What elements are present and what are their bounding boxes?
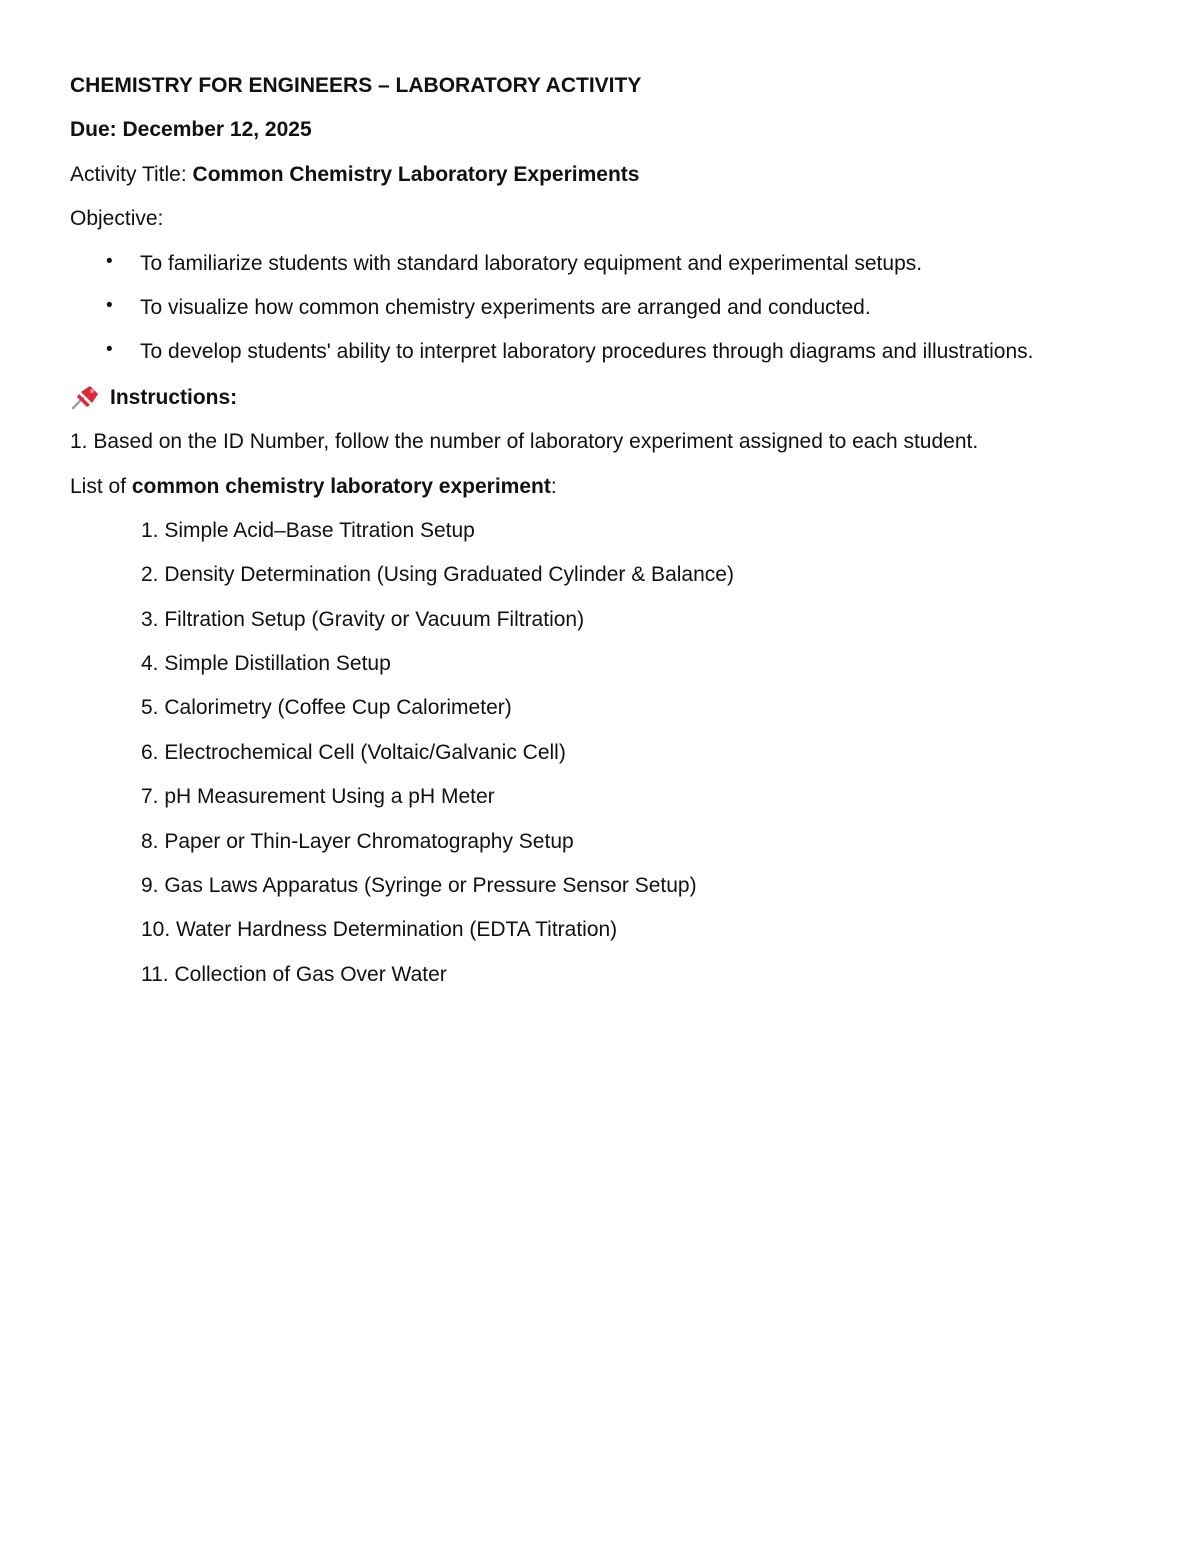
experiment-item: 3. Filtration Setup (Gravity or Vacuum Filtration) [141,607,585,631]
due-date: Due: December 12, 2025 [70,118,312,142]
objective-text: To develop students' ability to interpret laboratory procedures through diagrams and illustrations. [140,340,1034,364]
activity-title-line [70,160,1130,189]
experiment-list [70,516,1130,989]
list-intro-suffix: : [550,474,557,498]
activity-title-label: Activity Title: [70,162,193,186]
experiment-item: 9. Gas Laws Apparatus (Syringe or Pressure Sensor Setup) [141,874,697,898]
experiment-item: 6. Electrochemical Cell (Voltaic/Galvanic Cell) [141,740,566,764]
objective-text: To visualize how common chemistry experiments are arranged and conducted. [140,295,871,319]
bullet-icon: • [106,294,113,316]
activity-title: Common Chemistry Laboratory Experiments [192,162,640,186]
objective-label: Objective: [70,207,164,231]
experiment-item: 4. Simple Distillation Setup [141,652,391,676]
instructions-heading [70,383,1130,412]
pushpin-icon [70,384,102,410]
objective-list [70,249,1130,367]
list-intro-prefix: List of [70,474,132,498]
document-title: CHEMISTRY FOR ENGINEERS – LABORATORY ACTIVITY [70,74,642,97]
objective-item [70,337,1090,366]
experiment-item: 5. Calorimetry (Coffee Cup Calorimeter) [141,696,512,720]
bullet-icon: • [106,250,113,272]
instructions-label: Instructions: [110,385,238,409]
instruction-step: 1. Based on the ID Number, follow the number of laboratory experiment assigned to each student. [70,430,979,454]
objective-text: To familiarize students with standard laboratory equipment and experimental setups. [140,251,923,275]
experiment-list-intro [70,472,1130,501]
experiment-item: 2. Density Determination (Using Graduated Cylinder & Balance) [141,563,734,587]
experiment-item: 8. Paper or Thin-Layer Chromatography Setup [141,829,574,853]
experiment-item: 1. Simple Acid–Base Titration Setup [141,518,475,542]
experiment-item: 7. pH Measurement Using a pH Meter [141,785,495,809]
list-intro-bold: common chemistry laboratory experiment [131,474,551,498]
bullet-icon: • [106,339,113,361]
experiment-item: 10. Water Hardness Determination (EDTA Titration) [141,918,618,942]
objective-item [70,249,1090,278]
objective-item [70,293,1090,322]
experiment-item: 11. Collection of Gas Over Water [141,962,447,986]
